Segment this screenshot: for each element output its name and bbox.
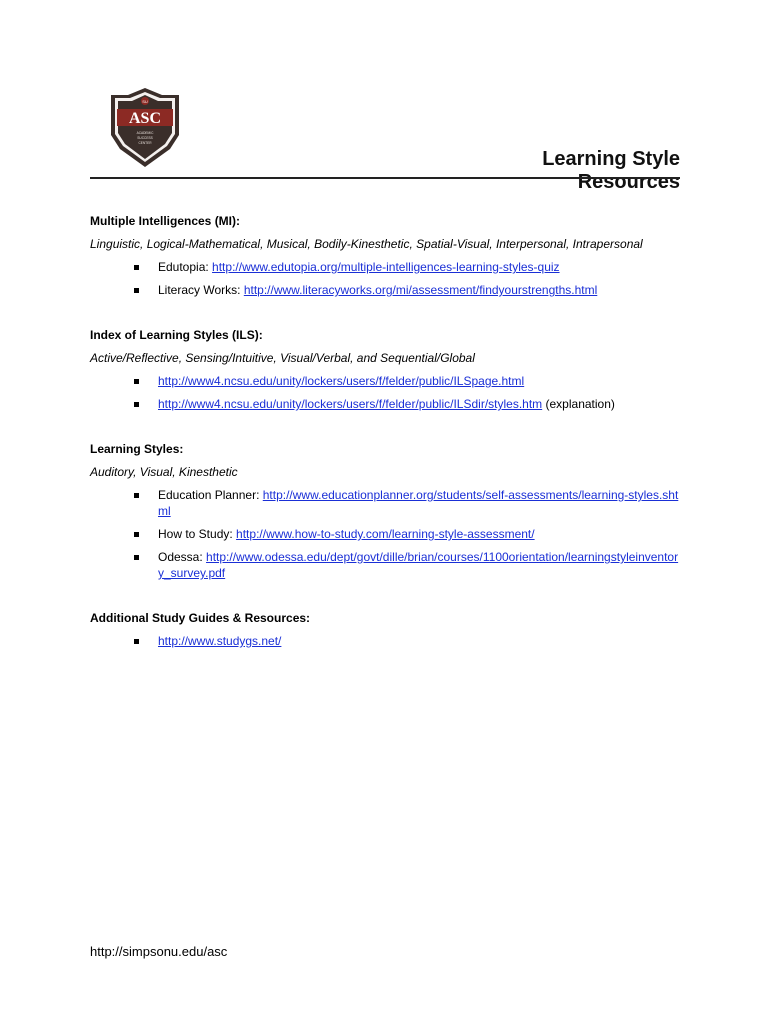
resource-list — [90, 633, 682, 649]
asc-shield-logo-svg — [110, 87, 180, 169]
svg-text:ACADEMIC: ACADEMIC — [136, 131, 154, 135]
list-item — [90, 487, 682, 519]
resource-label: Literacy Works: — [158, 283, 244, 297]
svg-text:SUCCESS: SUCCESS — [137, 136, 153, 140]
list-item — [90, 282, 682, 298]
resource-label: Education Planner: — [158, 488, 263, 502]
resource-link[interactable]: http://www.literacyworks.org/mi/assessment/findyourstrengths.html — [243, 283, 598, 297]
resource-label: Odessa: — [158, 550, 207, 564]
resource-link[interactable]: http://www4.ncsu.edu/unity/lockers/users/f/felder/public/ILSdir/styles.htm — [158, 397, 543, 411]
section-subtitle: Linguistic, Logical-Mathematical, Musical, Bodily-Kinesthetic, Spatial-Visual, Interpersonal, Intrapersonal — [90, 237, 643, 251]
asc-shield-logo-icon — [110, 87, 180, 169]
square-bullet-icon — [134, 555, 139, 560]
square-bullet-icon — [134, 639, 139, 644]
section-heading: Learning Styles: — [90, 442, 184, 456]
resource-link[interactable]: http://www.how-to-study.com/learning-style-assessment/ — [236, 527, 535, 541]
resource-note: (explanation) — [542, 397, 615, 411]
square-bullet-icon — [134, 532, 139, 537]
logo-small-mark: SU — [142, 99, 148, 104]
resource-list — [90, 487, 682, 581]
resource-section — [90, 441, 682, 581]
resource-link[interactable]: http://www.edutopia.org/multiple-intelligences-learning-styles-quiz — [212, 260, 560, 274]
list-item — [90, 259, 682, 275]
resource-section — [90, 610, 682, 649]
resource-sections — [90, 213, 682, 678]
resource-label: How to Study: — [158, 527, 237, 541]
resource-label: Edutopia: — [158, 260, 213, 274]
title-divider — [90, 177, 680, 179]
section-subtitle: Auditory, Visual, Kinesthetic — [90, 465, 238, 479]
list-item — [90, 549, 682, 581]
resource-section — [90, 213, 682, 298]
list-item — [90, 373, 682, 389]
section-heading: Additional Study Guides & Resources: — [90, 611, 311, 625]
list-item — [90, 396, 682, 412]
section-heading: Index of Learning Styles (ILS): — [90, 328, 263, 342]
resource-section — [90, 327, 682, 412]
square-bullet-icon — [134, 288, 139, 293]
resource-link[interactable]: http://www4.ncsu.edu/unity/lockers/users/f/felder/public/ILSpage.html — [158, 374, 525, 388]
footer-url[interactable]: http://simpsonu.edu/asc — [90, 944, 228, 959]
square-bullet-icon — [134, 265, 139, 270]
square-bullet-icon — [134, 402, 139, 407]
square-bullet-icon — [134, 379, 139, 384]
square-bullet-icon — [134, 493, 139, 498]
resource-link[interactable]: http://www.odessa.edu/dept/govt/dille/brian/courses/1100orientation/learningstyleinventory_survey.pdf — [158, 550, 679, 580]
section-subtitle: Active/Reflective, Sensing/Intuitive, Visual/Verbal, and Sequential/Global — [90, 351, 475, 365]
logo-badge-text: ASC — [128, 110, 162, 127]
page-title: Learning Style Resources — [542, 148, 680, 193]
list-item — [90, 526, 682, 542]
list-item — [90, 633, 682, 649]
resource-list — [90, 373, 682, 412]
resource-link[interactable]: http://www.educationplanner.org/students/self-assessments/learning-styles.shtml — [158, 488, 679, 518]
resource-link[interactable]: http://www.studygs.net/ — [158, 634, 282, 648]
resource-list — [90, 259, 682, 298]
svg-text:CENTER: CENTER — [138, 141, 152, 145]
section-heading: Multiple Intelligences (MI): — [90, 214, 241, 228]
